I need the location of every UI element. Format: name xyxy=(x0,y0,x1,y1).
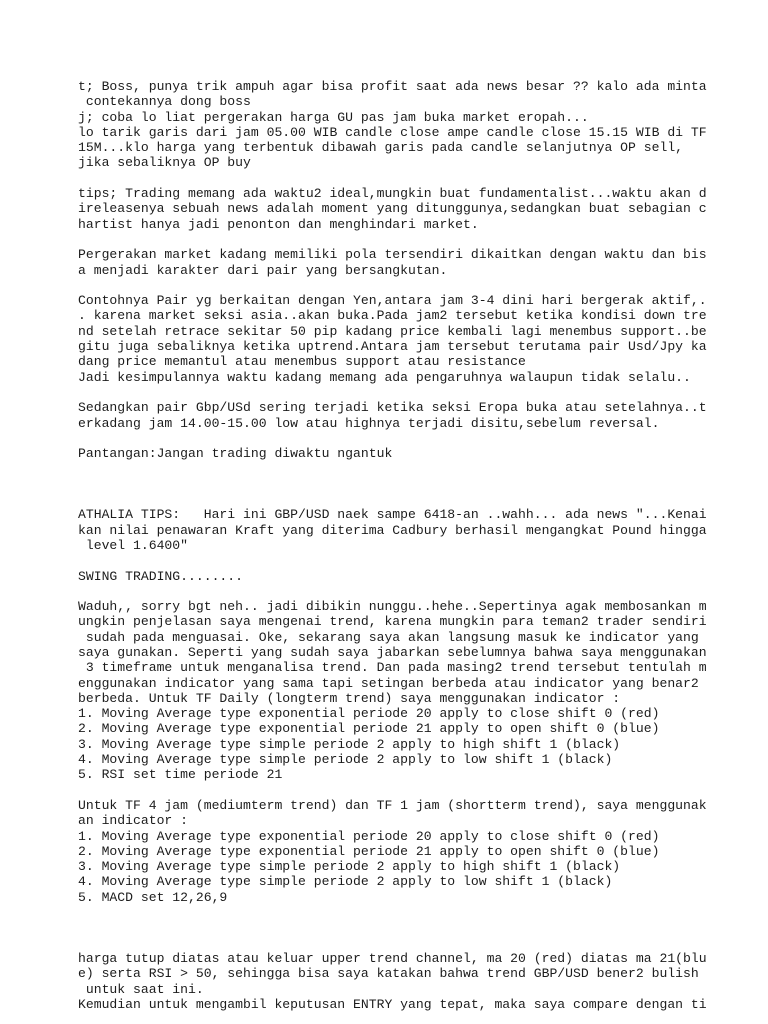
text-line: 3 timeframe untuk menganalisa trend. Dan pada masing2 trend tersebut tentulah m xyxy=(78,660,707,676)
text-line: sudah pada menguasai. Oke, sekarang saya akan langsung masuk ke indicator yang xyxy=(78,629,699,645)
text-line: 5. MACD set 12,26,9 xyxy=(78,889,228,905)
text-line: . karena market seksi asia..akan buka.Pada jam2 tersebut ketika kondisi down tre xyxy=(78,308,707,324)
text-line: level 1.6400" xyxy=(78,537,189,553)
text-line: e) serta RSI > 50, sehingga bisa saya katakan bahwa trend GBP/USD bener2 bulish xyxy=(78,966,699,982)
text-line: Contohnya Pair yg berkaitan dengan Yen,antara jam 3-4 dini hari bergerak aktif,. xyxy=(78,293,707,309)
text-line: berbeda. Untuk TF Daily (longterm trend) saya menggunakan indicator : xyxy=(78,690,621,706)
document-text xyxy=(78,79,718,1012)
text-line: 4. Moving Average type simple periode 2 apply to low shift 1 (black) xyxy=(78,874,613,890)
text-line: Pantangan:Jangan trading diwaktu ngantuk xyxy=(78,446,393,462)
text-line: 2. Moving Average type exponential periode 21 apply to open shift 0 (blue) xyxy=(78,843,660,859)
text-line: SWING TRADING........ xyxy=(78,568,244,584)
text-line xyxy=(78,553,718,568)
text-line: gitu juga sebaliknya ketika uptrend.Antara jam tersebut terutama pair Usd/Jpy ka xyxy=(78,339,707,355)
text-line: Sedangkan pair Gbp/USd sering terjadi ketika seksi Eropa buka atau setelahnya..t xyxy=(78,400,707,416)
text-line: ireleasenya sebuah news adalah moment yang ditunggunya,sedangkan buat sebagian c xyxy=(78,201,707,217)
text-line xyxy=(78,461,718,476)
text-line: enggunakan indicator yang sama tapi setingan berbeda atau indicator yang benar2 xyxy=(78,675,699,691)
text-line xyxy=(78,492,718,507)
text-line: ungkin penjelasan saya mengenai trend, karena mungkin para teman2 trader sendiri xyxy=(78,614,707,630)
text-line: untuk saat ini. xyxy=(78,981,204,997)
text-line: 3. Moving Average type simple periode 2 apply to high shift 1 (black) xyxy=(78,859,621,875)
text-line xyxy=(78,584,718,599)
text-line: t; Boss, punya trik ampuh agar bisa profit saat ada news besar ?? kalo ada minta xyxy=(78,79,707,94)
text-line xyxy=(78,232,718,247)
text-line: nd setelah retrace sekitar 50 pip kadang price kembali lagi menembus support..be xyxy=(78,323,707,339)
text-line: ATHALIA TIPS: Hari ini GBP/USD naek sampe 6418-an ..wahh... ada news "...Kenai xyxy=(78,507,707,523)
text-line xyxy=(78,171,718,186)
text-line: Waduh,, sorry bgt neh.. jadi dibikin nunggu..hehe..Sepertinya agak membosankan m xyxy=(78,599,707,615)
text-line: Jadi kesimpulannya waktu kadang memang ada pengaruhnya walaupun tidak selalu.. xyxy=(78,369,691,385)
text-line: 2. Moving Average type exponential periode 21 apply to open shift 0 (blue) xyxy=(78,721,660,737)
text-line: 1. Moving Average type exponential periode 20 apply to close shift 0 (red) xyxy=(78,828,660,844)
text-line: a menjadi karakter dari pair yang bersangkutan. xyxy=(78,262,448,278)
text-line: kan nilai penawaran Kraft yang diterima Cadbury berhasil mengangkat Pound hingga xyxy=(78,522,707,538)
text-line: erkadang jam 14.00-15.00 low atau highnya terjadi disitu,sebelum reversal. xyxy=(78,415,660,431)
text-line xyxy=(78,783,718,798)
text-line xyxy=(78,385,718,400)
text-line: 4. Moving Average type simple periode 2 apply to low shift 1 (black) xyxy=(78,752,613,768)
text-line: contekannya dong boss xyxy=(78,94,251,110)
text-line xyxy=(78,920,718,935)
text-line: tips; Trading memang ada waktu2 ideal,mungkin buat fundamentalist...waktu akan d xyxy=(78,186,707,202)
text-line xyxy=(78,905,718,920)
text-line: hartist hanya jadi penonton dan menghindari market. xyxy=(78,216,479,232)
text-line: harga tutup diatas atau keluar upper trend channel, ma 20 (red) diatas ma 21(blu xyxy=(78,950,707,966)
text-line: 5. RSI set time periode 21 xyxy=(78,767,283,783)
text-line: Untuk TF 4 jam (mediumterm trend) dan TF 1 jam (shortterm trend), saya menggunak xyxy=(78,797,707,813)
text-line xyxy=(78,278,718,293)
text-line: Pergerakan market kadang memiliki pola tersendiri dikaitkan dengan waktu dan bis xyxy=(78,247,707,263)
text-line: jika sebaliknya OP buy xyxy=(78,155,251,171)
text-line: Kemudian untuk mengambil keputusan ENTRY yang tepat, maka saya compare dengan ti xyxy=(78,996,707,1012)
text-line: saya gunakan. Seperti yang sudah saya jabarkan sebelumnya bahwa saya menggunakan xyxy=(78,644,707,660)
text-line: 3. Moving Average type simple periode 2 apply to high shift 1 (black) xyxy=(78,736,621,752)
text-line: j; coba lo liat pergerakan harga GU pas jam buka market eropah... xyxy=(78,109,589,125)
text-line: 1. Moving Average type exponential periode 20 apply to close shift 0 (red) xyxy=(78,706,660,722)
text-line: lo tarik garis dari jam 05.00 WIB candle close ampe candle close 15.15 WIB di TF xyxy=(78,124,707,140)
text-line xyxy=(78,936,718,951)
text-line: 15M...klo harga yang terbentuk dibawah garis pada candle selanjutnya OP sell, xyxy=(78,140,684,156)
text-line: dang price memantul atau menembus support atau resistance xyxy=(78,354,526,370)
text-line: an indicator : xyxy=(78,813,189,829)
text-line xyxy=(78,431,718,446)
text-line xyxy=(78,477,718,492)
